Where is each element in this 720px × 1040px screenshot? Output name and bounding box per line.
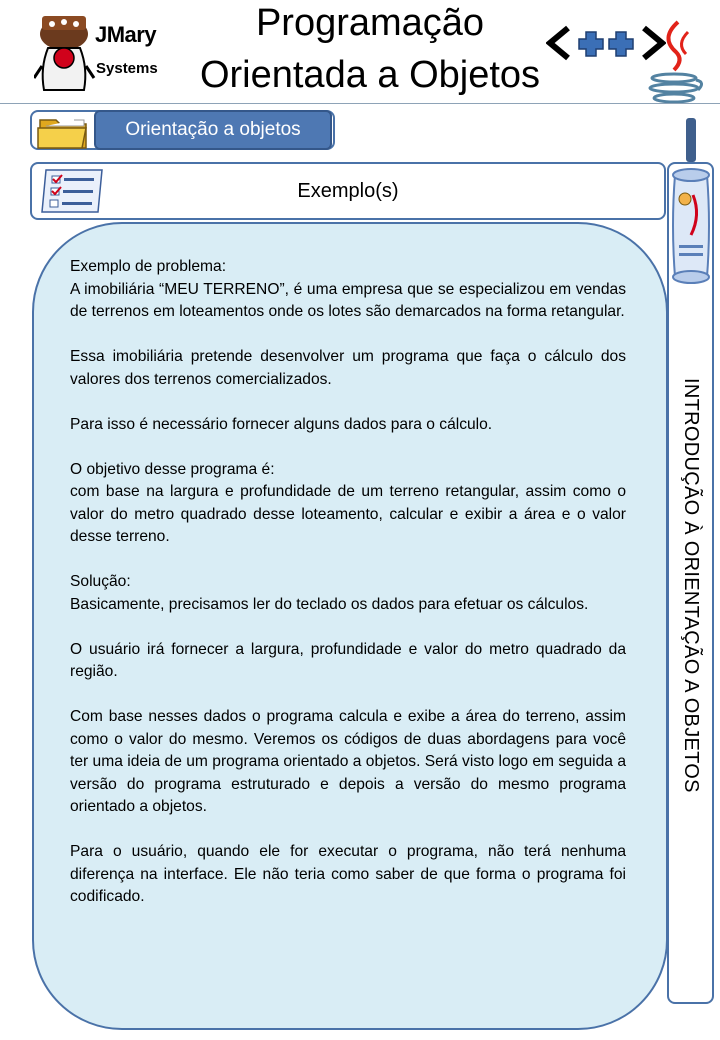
logo-jmary: JMary — [95, 22, 157, 47]
folder-icon — [36, 112, 92, 150]
section-title-button[interactable]: Orientação a objetos — [94, 110, 332, 150]
problem-heading: Exemplo de problema: — [70, 258, 227, 275]
scroll-icon — [667, 165, 715, 287]
objective-text: com base na largura e profundidade de um terreno retangular, assim como o valor do metro quadrado desse loteamento, calcular e exibir a área e o valor desse terreno. — [70, 483, 626, 545]
sidebar-label: INTRODUÇÃO À ORIENTAÇÃO A OBJETOS — [680, 377, 702, 793]
logo-systems: Systems — [96, 60, 158, 77]
solution-paragraph — [70, 571, 626, 616]
content-text — [70, 256, 626, 909]
paragraph-2: Essa imobiliária pretende desenvolver um programa que faça o cálculo dos valores dos terrenos comercializados. — [70, 348, 626, 388]
page-title-line2: Orientada a Objetos — [199, 54, 541, 96]
paragraph-3: Para isso é necessário fornecer alguns dados para o cálculo. — [70, 415, 493, 433]
paragraph-user-input: O usuário irá fornecer a largura, profundidade e valor do metro quadrado da região. — [70, 640, 626, 680]
header-divider — [0, 103, 720, 104]
problem-text: A imobiliária “MEU TERRENO”, é uma empresa que se especializou em vendas de terrenos em loteamentos onde os lotes são demarcados na forma retangular. — [70, 280, 626, 320]
objective-heading: O objetivo desse programa é: — [70, 460, 275, 478]
sidebar-label-container — [667, 290, 714, 880]
problem-paragraph — [70, 256, 626, 324]
page-title-line1: Programação — [255, 2, 485, 44]
paragraph-program: Com base nesses dados o programa calcula e exibe a área do terreno, assim como o valor do mesmo. Veremos os códigos de duas abordagens para você ter uma ideia de um programa orientado a objetos. Será visto logo em seguida a versão do programa estruturado e depois a versão do mesmo programa orientado a objetos. — [70, 708, 626, 815]
sidebar-connector — [686, 118, 696, 162]
solution-heading: Solução: — [70, 573, 131, 590]
solution-text: Basicamente, precisamos ler do teclado os dados para efetuar os cálculos. — [70, 595, 589, 613]
example-title: Exemplo(s) — [297, 179, 399, 202]
java-cup-icon — [640, 18, 710, 110]
objective-paragraph — [70, 459, 626, 549]
paragraph-interface: Para o usuário, quando ele for executar o programa, não terá nenhuma diferença na interface. Ele não teria como saber de que forma o programa foi codificado. — [70, 843, 626, 905]
